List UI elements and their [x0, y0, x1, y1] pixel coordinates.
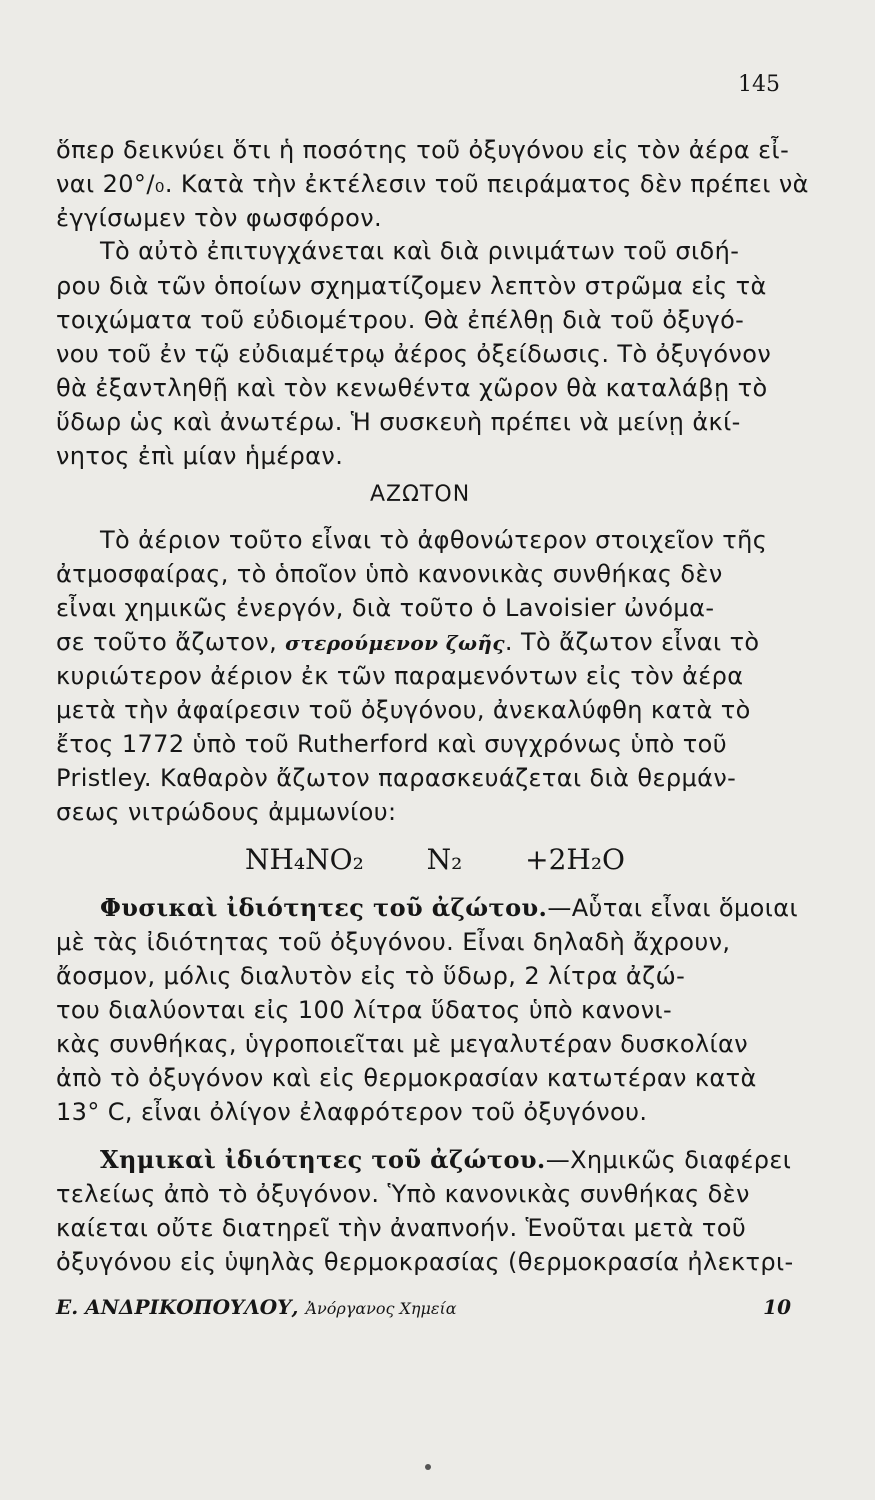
footer-book-title: Ἀνόργανος Χημεία [305, 1299, 457, 1318]
text-line: κὰς συνθήκας, ὑγροποιεῖται μὲ μεγαλυτέραν δυσκολίαν [56, 1030, 749, 1058]
text-line: του διαλύονται εἰς 100 λίτρα ὕδατος ὑπὸ κανονι- [56, 996, 673, 1024]
text-line: ὀξυγόνου εἰς ὑψηλὰς θερμοκρασίας (θερμοκρασία ἠλεκτρι- [56, 1248, 794, 1276]
text-line: κυριώτερον ἀέριον ἐκ τῶν παραμενόντων εἰς τὸν ἀέρα [56, 662, 744, 690]
text-line: μὲ τὰς ἰδιότητας τοῦ ὀξυγόνου. Εἶναι δηλαδὴ ἄχρουν, [56, 928, 731, 956]
text-segment: σε τοῦτο ἄζωτον, [56, 628, 286, 656]
page-number: 145 [738, 72, 780, 97]
text-line: ἄοσμον, μόλις διαλυτὸν εἰς τὸ ὕδωρ, 2 λίτρα ἀζώ- [56, 962, 686, 990]
text-line: ἀπὸ τὸ ὀξυγόνον καὶ εἰς θερμοκρασίαν κατωτέραν κατὰ [56, 1064, 757, 1092]
text-segment: —Χημικῶς διαφέρει [545, 1146, 792, 1174]
text-line: εἶναι χημικῶς ἐνεργόν, διὰ τοῦτο ὁ Lavoisier ὠνόμα- [56, 594, 715, 622]
text-line: ρου διὰ τῶν ὁποίων σχηματίζομεν λεπτὸν στρῶμα εἰς τὰ [56, 272, 767, 300]
footer-signature: 10 [763, 1295, 791, 1319]
text-line: Τὸ αὐτὸ ἐπιτυγχάνεται καὶ διὰ ρινιμάτων τοῦ σιδή- [100, 237, 740, 265]
text-segment: —Αὗται εἶναι ὅμοιαι [547, 894, 799, 922]
print-mark [425, 1464, 431, 1470]
equation-reactant: NH₄NO₂ [245, 843, 364, 876]
text-line [100, 1145, 791, 1175]
text-line: ἀτμοσφαίρας, τὸ ὁποῖον ὑπὸ κανονικὰς συνθήκας δὲν [56, 560, 723, 588]
text-line: καίεται οὔτε διατηρεῖ τὴν ἀναπνοήν. Ἑνοῦται μετὰ τοῦ [56, 1214, 747, 1242]
text-line: μετὰ τὴν ἀφαίρεσιν τοῦ ὀξυγόνου, ἀνεκαλύφθη κατὰ τὸ [56, 696, 751, 724]
text-line: τελείως ἀπὸ τὸ ὀξυγόνον. Ὑπὸ κανονικὰς συνθήκας δὲν [56, 1180, 750, 1208]
text-segment: . Τὸ ἄζωτον εἶναι τὸ [504, 628, 760, 656]
text-line: νητος ἐπὶ μίαν ἡμέραν. [56, 442, 344, 470]
text-line: Pristley. Καθαρὸν ἄζωτον παρασκευάζεται διὰ θερμάν- [56, 764, 737, 792]
chemical-equation [245, 843, 625, 876]
text-line: Τὸ ἀέριον τοῦτο εἶναι τὸ ἀφθονώτερον στοιχεῖον τῆς [100, 526, 768, 554]
equation-product: N₂ [426, 843, 463, 876]
text-line: θὰ ἐξαντληθῇ καὶ τὸν κενωθέντα χῶρον θὰ καταλάβῃ τὸ [56, 374, 768, 402]
text-line: 13° C, εἶναι ὀλίγον ἐλαφρότερον τοῦ ὀξυγόνου. [56, 1098, 648, 1126]
page-footer [56, 1295, 791, 1319]
footer-citation [56, 1295, 457, 1319]
text-line: σεως νιτρώδους ἀμμωνίου: [56, 798, 397, 826]
text-line [100, 893, 798, 923]
equation-product: +2H₂O [525, 843, 625, 876]
subsection-heading: Φυσικαὶ ἰδιότητες τοῦ ἀζώτου. [100, 893, 548, 922]
text-line: νου τοῦ ἐν τῷ εὐδιαμέτρῳ ἀέρος ὀξείδωσις. Τὸ ὀξυγόνον [56, 340, 772, 368]
text-line: ναι 20°/₀. Κατὰ τὴν ἐκτέλεσιν τοῦ πειράματος δὲν πρέπει νὰ [56, 170, 809, 198]
text-line: τοιχώματα τοῦ εὐδιομέτρου. Θὰ ἐπέλθῃ διὰ τοῦ ὀξυγό- [56, 306, 745, 334]
text-line: ὕδωρ ὡς καὶ ἀνωτέρω. Ἡ συσκευὴ πρέπει νὰ μείνῃ ἀκί- [56, 408, 741, 436]
text-line: ὅπερ δεικνύει ὅτι ἡ ποσότης τοῦ ὀξυγόνου εἰς τὸν ἀέρα εἶ- [56, 136, 790, 164]
text-line: ἐγγίσωμεν τὸν φωσφόρον. [56, 204, 383, 232]
emphasized-term: στερούμενον ζωῆς [285, 631, 505, 655]
section-title: ΑΖΩΤΟΝ [370, 482, 471, 507]
text-line: ἔτος 1772 ὑπὸ τοῦ Rutherford καὶ συγχρόνως ὑπὸ τοῦ [56, 730, 728, 758]
footer-author: Ε. ΑΝΔΡΙΚΟΠΟΥΛΟΥ, [56, 1295, 299, 1319]
subsection-heading: Χημικαὶ ἰδιότητες τοῦ ἀζώτου. [100, 1145, 546, 1174]
text-line [56, 627, 760, 658]
